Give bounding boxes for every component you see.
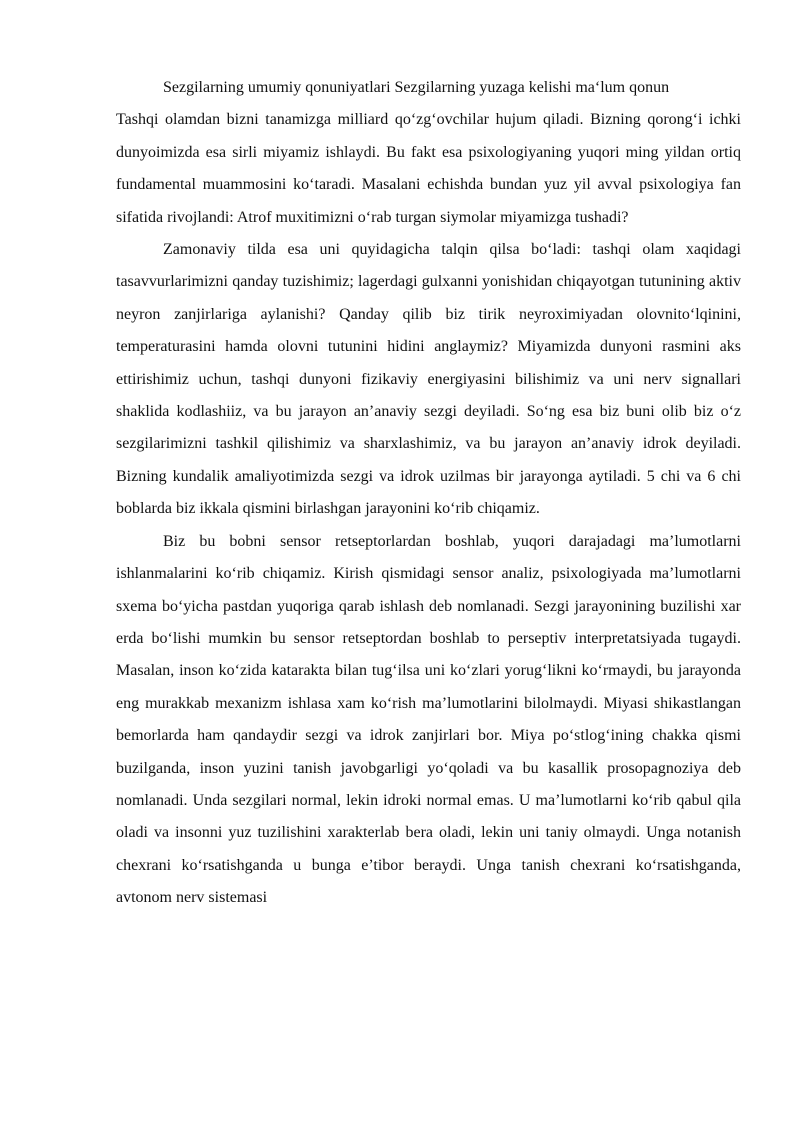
body-paragraph-3: Biz bu bobni sensor retseptorlardan boshlab, yuqori darajadagi ma’lumotlarni ishlanmalarini ko‘rib chiqamiz. Kirish qismidagi sensor analiz, psixologiyada ma’lumotlarni sxema bo‘yicha pastdan yuqoriga qarab ishlash deb nomlanadi. Sezgi jarayonining buzilishi xar erda bo‘lishi mumkin bu sensor retseptordan boshlab to perseptiv interpretatsiyada tugaydi. Masalan, inson ko‘zida katarakta bilan tug‘ilsa uni ko‘zlari yorug‘likni ko‘rmaydi, bu jarayonda eng murakkab mexanizm ishlasa xam ko‘rish ma’lumotlarini bilolmaydi. Miyasi shikastlangan bemorlarda ham qandaydir sezgi va idrok zanjirlari bor. Miya po‘stlog‘ining chakka qismi buzilganda, inson yuzini tanish javobgarligi yo‘qoladi va bu kasallik prosopagnoziya deb nomlanadi. Unda sezgilari normal, lekin idroki normal emas. U ma’lumotlarni ko‘rib qabul qila oladi va insonni yuz tuzilishini xarakterlab bera oladi, lekin uni taniy olmaydi. Unga notanish chexrani ko‘rsatishganda u bunga e’tibor beraydi. Unga tanish chexrani ko‘rsatishganda, avtonom nerv sistemasi [116, 532, 741, 907]
body-paragraph-1: Tashqi olamdan bizni tanamizga milliard qo‘zg‘ovchilar hujum qiladi. Bizning qorong‘i ichki dunyoimizda esa sirli miyamiz ishlaydi. Bu fakt esa psixologiyaning yuqori ming yildan ortiq fundamental muammosini ko‘taradi. Masalani echishda bundan yuz yil avval psixologiya fan sifatida rivojlandi: Atrof muxitimizni o‘rab turgan siymolar miyamizga tushadi? [116, 111, 741, 226]
heading-paragraph: Sezgilarning umumiy qonuniyatlari Sezgilarning yuzaga kelishi ma‘lum qonun [163, 79, 670, 96]
body-paragraph-2: Zamonaviy tilda esa uni quyidagicha talqin qilsa bo‘ladi: tashqi olam xaqidagi tasavvurlarimizni qanday tuzishimiz; lagerdagi gulxanni yonishidan chiqayotgan tutunining aktiv neyron zanjirlariga aylanishi? Qanday qilib biz tirik neyroximiyadan olovnito‘lqinini, temperaturasini hamda olovni tutunini hidini anglaymiz? Miyamizda dunyoni rasmini aks ettirishimiz uchun, tashqi dunyoni fizikaviy energiyasini bilishimiz va uni nerv signallari shaklida kodlashiiz, va bu jarayon an’anaviy sezgi deyiladi. So‘ng esa biz buni olib biz o‘z sezgilarimizni tashkil qilishimiz va sharxlashimiz, va bu jarayon an’anaviy idrok deyiladi. Bizning kundalik amaliyotimizda sezgi va idrok uzilmas bir jarayonga aytiladi. 5 chi va 6 chi boblarda biz ikkala qismini birlashgan jarayonini ko‘rib chiqamiz. [116, 241, 741, 518]
document-page [116, 72, 741, 915]
